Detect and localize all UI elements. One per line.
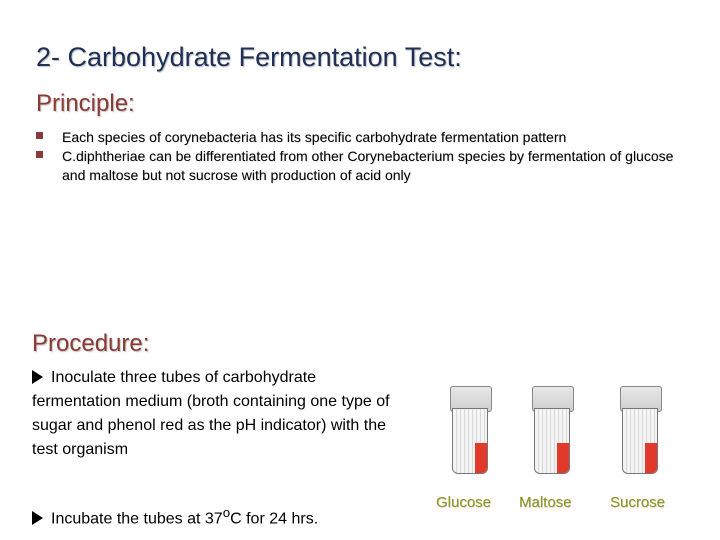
tube-label-glucose: Glucose <box>436 494 492 511</box>
tube-label-maltose: Maltose <box>519 494 572 511</box>
procedure-step-2 <box>32 501 402 531</box>
principle-bullet-2 <box>36 147 676 185</box>
tube-label-sucrose: Sucrose <box>610 494 666 511</box>
tube-body <box>534 408 570 474</box>
tube-body <box>622 408 658 474</box>
bullet-text: C.diphtheriae can be differentiated from other Corynebacterium species by fermentation of glucose and maltose but not sucrose with production of acid only <box>62 148 674 183</box>
tube-glucose <box>452 386 488 476</box>
step-2-suffix: C for 24 hrs. <box>230 510 319 528</box>
slide-title: 2- Carbohydrate Fermentation Test: <box>36 42 462 72</box>
tube-liquid <box>645 443 657 473</box>
step-2-prefix: Incubate the tubes at 37 <box>51 510 223 528</box>
principle-bullet-1 <box>36 128 676 147</box>
step-1-text: Inoculate three tubes of carbohydrate fermentation medium (broth containing one type of sugar and phenol red as the pH indicator) with the test organism <box>32 369 390 458</box>
tube-body <box>452 408 488 474</box>
procedure-heading: Procedure: <box>32 330 150 357</box>
arrow-bullet-icon <box>32 370 43 384</box>
procedure-step-1 <box>32 366 402 462</box>
bullet-square-icon <box>36 132 43 139</box>
bullet-text: Each species of corynebacteria has its specific carbohydrate fermentation pattern <box>62 129 567 145</box>
bullet-square-icon <box>36 151 43 158</box>
tube-liquid <box>475 443 487 473</box>
tubes-illustration <box>430 380 690 530</box>
step-2-superscript: o <box>222 505 231 520</box>
principle-bullets <box>36 128 676 185</box>
arrow-bullet-icon <box>32 511 43 525</box>
tube-maltose <box>534 386 570 476</box>
tube-liquid <box>557 443 569 473</box>
tube-sucrose <box>622 386 658 476</box>
principle-heading: Principle: <box>36 90 135 117</box>
